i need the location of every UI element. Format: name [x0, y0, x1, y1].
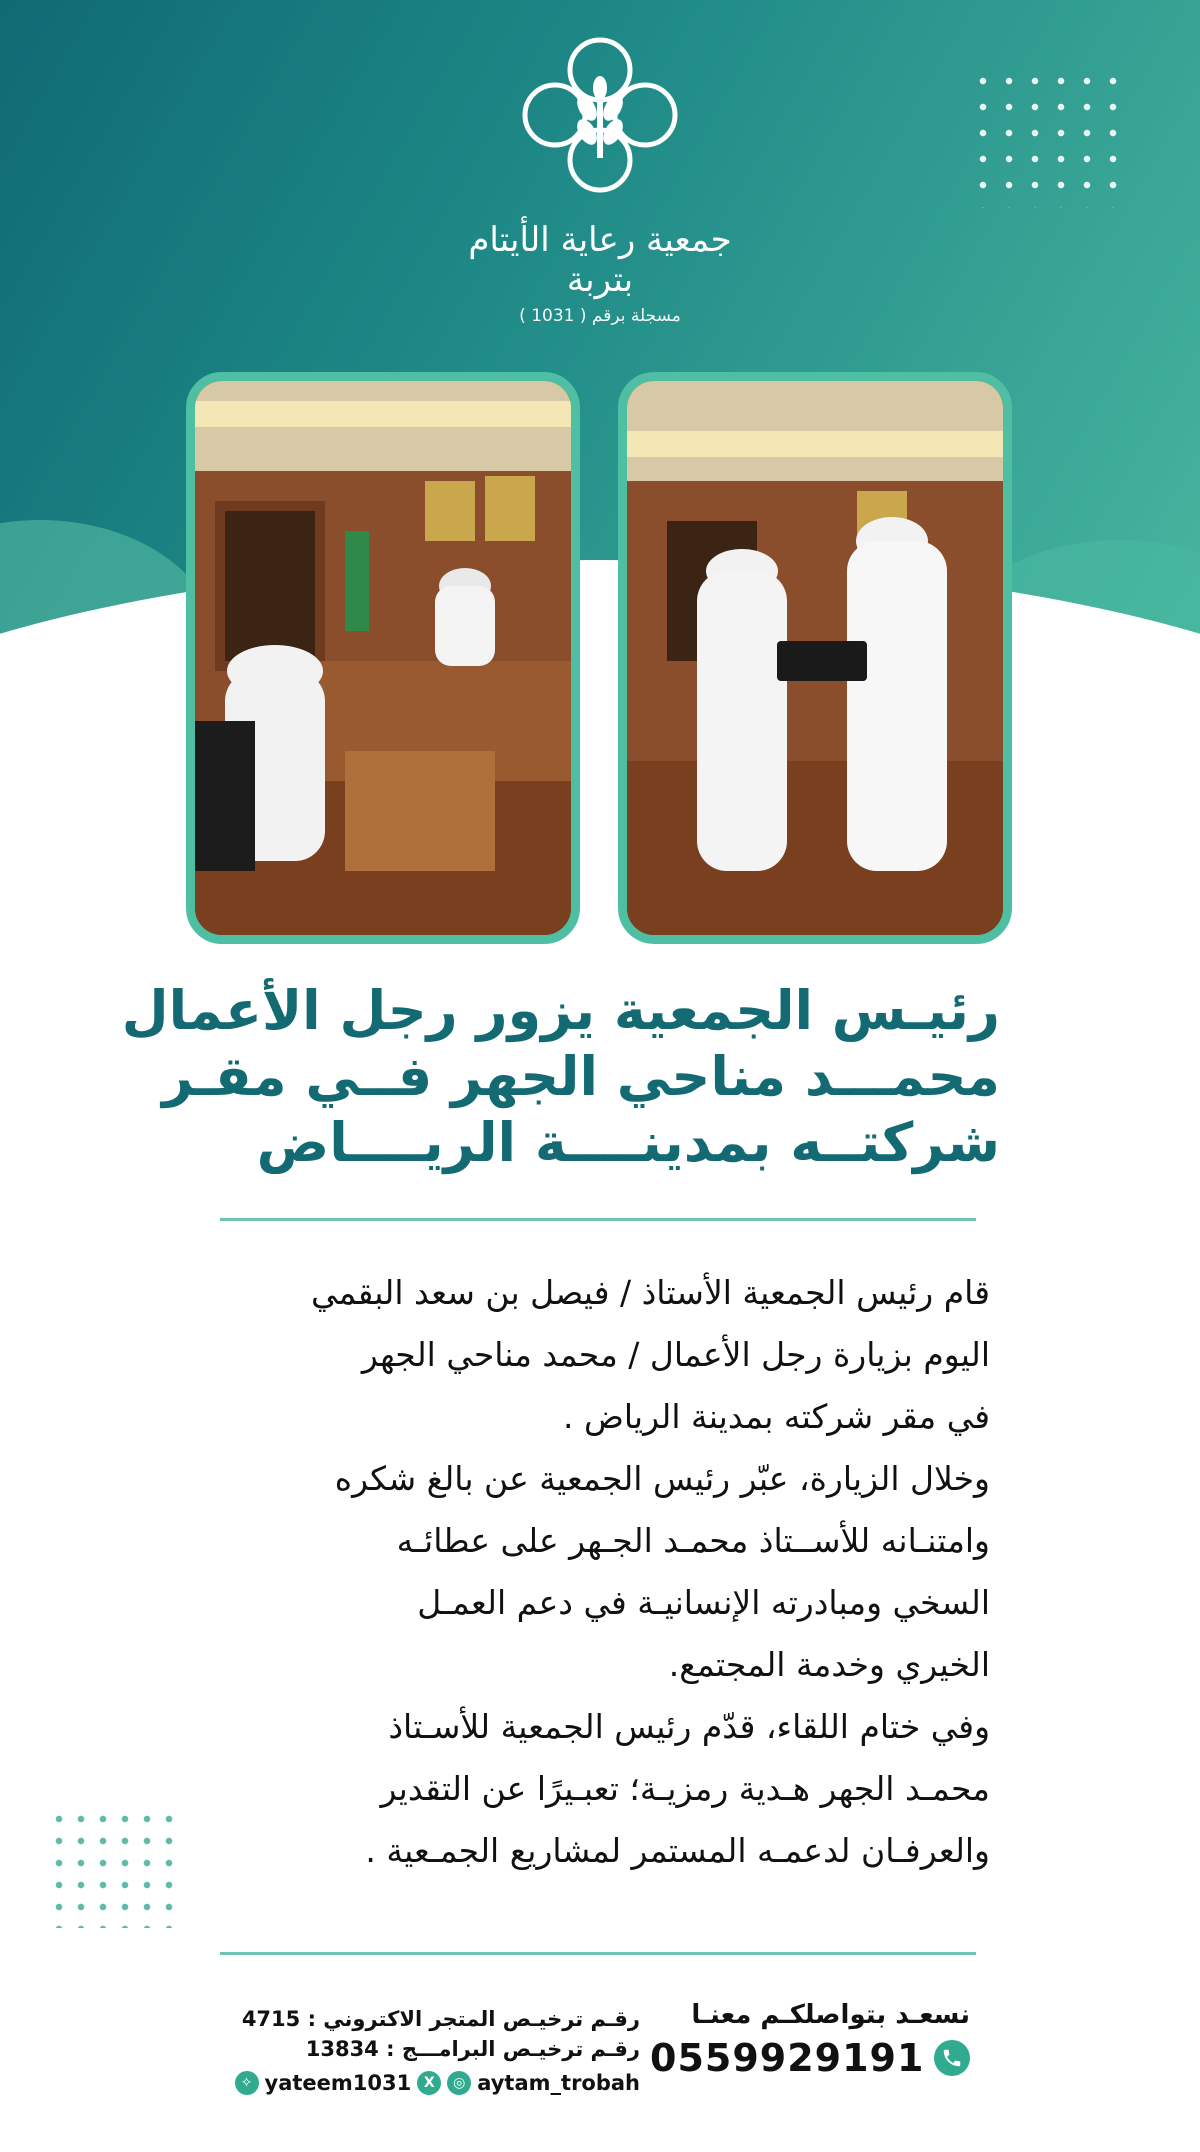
meeting-photo-seated: [186, 372, 580, 944]
social-handle[interactable]: aytam_trobah: [477, 2071, 640, 2095]
headline-line-3: شركتــه بمدينــــة الريــــاض: [256, 1111, 1000, 1174]
headline-line-2: محمـــد مناحي الجهر فــي مقـر: [162, 1045, 1000, 1108]
contact-label: نسعـد بتواصلكـم معنـا: [691, 2000, 970, 2030]
organization-name: جمعية رعاية الأيتام بتربة: [468, 220, 732, 300]
snapchat-handle[interactable]: yateem1031: [264, 2071, 412, 2095]
phone-icon: [934, 2040, 970, 2076]
body-line: اليوم بزيارة رجل الأعمال / محمد مناحي الجهر: [361, 1335, 990, 1374]
instagram-icon[interactable]: ◎: [447, 2071, 471, 2095]
license-block: [230, 2004, 640, 2098]
photo-seated-meeting-image: [195, 381, 571, 935]
store-license: رقـم ترخيـص المتجر الاكتروني : 4715: [241, 2007, 640, 2031]
decorative-dots-top: [970, 68, 1130, 208]
body-line: وفي ختام اللقاء، قدّم رئيس الجمعية للأسـتاذ: [388, 1707, 990, 1746]
organization-logo: [440, 30, 760, 326]
body-line: محمـد الجهر هـدية رمزيـة؛ تعبـيرًا عن التقدير: [380, 1769, 990, 1808]
social-row: [230, 2068, 640, 2098]
body-line: الخيري وخدمة المجتمع.: [668, 1645, 990, 1684]
decorative-dots-bottom: [48, 1808, 178, 1928]
snapchat-icon[interactable]: ✧: [235, 2071, 259, 2095]
photo-gift-handover-image: [627, 381, 1003, 935]
phone-number[interactable]: 0559929191: [650, 2036, 925, 2080]
contact-block: [650, 2000, 970, 2080]
body-line: وامتنـانه للأســتاذ محمـد الجـهر على عطائـه: [396, 1521, 990, 1560]
news-body: [200, 1262, 990, 1882]
orphan-care-emblem-icon: [515, 30, 685, 200]
body-line: قام رئيس الجمعية الأستاذ / فيصل بن سعد البقمي: [311, 1273, 990, 1312]
x-icon[interactable]: X: [417, 2071, 441, 2095]
news-headline: [121, 978, 1000, 1176]
registration-number: مسجلة برقم ( 1031 ): [519, 306, 681, 326]
body-line: والعرفـان لدعمـه المستمر لمشاريع الجمـعية .: [365, 1831, 990, 1870]
phone-row[interactable]: [650, 2036, 970, 2080]
section-divider-top: [220, 1218, 976, 1221]
body-line: السخي ومبادرته الإنسانيـة في دعم العمـل: [417, 1583, 990, 1622]
headline-line-1: رئيـس الجمعية يزور رجل الأعمال: [121, 979, 1000, 1042]
body-line: وخلال الزيارة، عبّر رئيس الجمعية عن بالغ شكره: [334, 1459, 990, 1498]
meeting-photo-gift: [618, 372, 1012, 944]
program-license: رقـم ترخيـص البرامـــج : 13834: [305, 2037, 640, 2061]
section-divider-bottom: [220, 1952, 976, 1955]
body-line: في مقر شركته بمدينة الرياض .: [562, 1397, 990, 1436]
